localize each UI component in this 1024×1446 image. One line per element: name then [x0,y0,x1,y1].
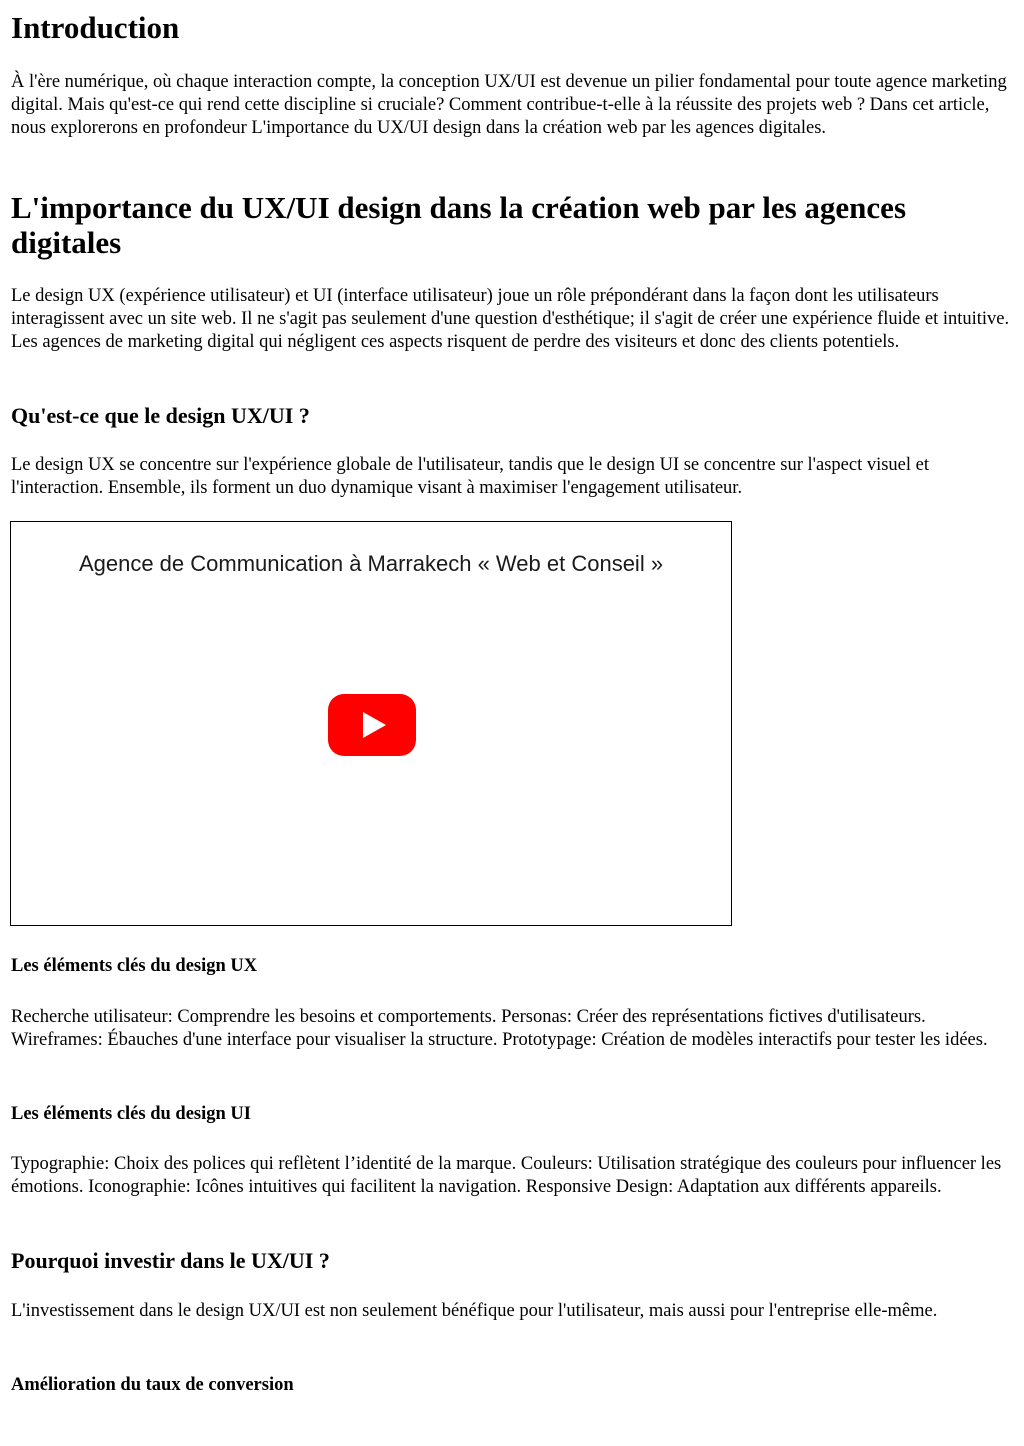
importance-heading: L'importance du UX/UI design dans la création web par les agences digitales [11,190,907,260]
introduction-heading: Introduction [11,10,180,45]
why-invest-paragraph: L'investissement dans le design UX/UI est non seulement bénéfique pour l'utilisateur, mais aussi pour l'entreprise elle-même. [11,1301,938,1321]
ux-key-elements-paragraph: Recherche utilisateur: Comprendre les besoins et comportements. Personas: Créer des représentations fictives d'utilisateurs. Wireframes: Ébauches d'une interface pour visualiser la structure. Prototypage: Création de modèles interactifs pour tester les idées. [11,1007,988,1050]
why-invest-heading: Pourquoi investir dans le UX/UI ? [11,1248,330,1273]
ux-key-elements-heading: Les éléments clés du design UX [11,956,258,976]
what-is-uxui-heading: Qu'est-ce que le design UX/UI ? [11,403,310,428]
youtube-play-icon[interactable] [328,694,416,756]
ui-key-elements-paragraph: Typographie: Choix des polices qui reflètent l’identité de la marque. Couleurs: Utilisation stratégique des couleurs pour influencer les émotions. Iconographie: Icônes intuitives qui facilitent la navigation. Responsive Design: Adaptation aux différents appareils. [11,1154,1002,1197]
embedded-video[interactable] [10,521,732,926]
importance-paragraph: Le design UX (expérience utilisateur) et UI (interface utilisateur) joue un rôle prépondérant dans la façon dont les utilisateurs interagissent avec un site web. Il ne s'agit pas seulement d'une question d'esthétique; il s'agit de créer une expérience fluide et intuitive. Les agences de marketing digital qui négligent ces aspects risquent de perdre des visiteurs et donc des clients potentiels. [11,286,1010,352]
video-title[interactable]: Agence de Communication à Marrakech « Web et Conseil » [78,551,664,576]
conversion-heading: Amélioration du taux de conversion [11,1375,294,1395]
introduction-paragraph: À l'ère numérique, où chaque interaction compte, la conception UX/UI est devenue un pilier fondamental pour toute agence marketing digital. Mais qu'est-ce qui rend cette discipline si cruciale? Comment contribue-t-elle à la réussite des projets web ? Dans cet article, nous explorerons en profondeur L'importance du UX/UI design dans la création web par les agences digitales. [11,72,1007,138]
ui-key-elements-heading: Les éléments clés du design UI [11,1104,251,1124]
what-is-uxui-paragraph: Le design UX se concentre sur l'expérience globale de l'utilisateur, tandis que le design UI se concentre sur l'aspect visuel et l'interaction. Ensemble, ils forment un duo dynamique visant à maximiser l'engagement utilisateur. [11,455,930,498]
